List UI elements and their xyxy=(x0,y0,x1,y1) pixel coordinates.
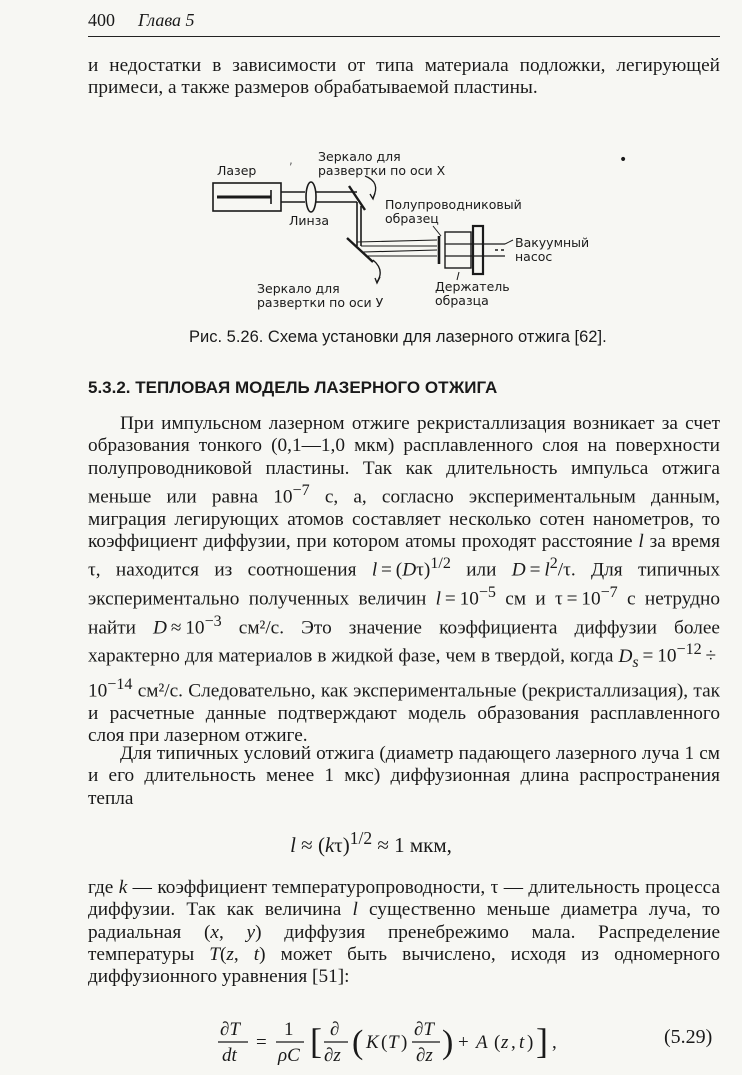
svg-text:): ) xyxy=(442,1024,454,1061)
running-header xyxy=(88,8,720,37)
svg-text:∂: ∂ xyxy=(330,1019,340,1040)
figure-caption: Рис. 5.26. Схема установки для лазерного отжига [62]. xyxy=(189,328,607,346)
svg-text:,: , xyxy=(511,1032,516,1053)
figure-laser-setup xyxy=(205,149,628,340)
svg-text:A: A xyxy=(476,1032,488,1053)
paragraph-2: Для типичных условий отжига (диаметр падающего лазерного луча 1 см и его длительность менее 1 мкс) диффузионная длина распространения тепла xyxy=(88,743,720,809)
svg-text:): ) xyxy=(527,1032,534,1053)
holder xyxy=(445,232,471,268)
label-mirror-y: Зеркало для развертки по оси У xyxy=(257,281,384,310)
equation-5-29 xyxy=(218,1017,658,1075)
intro-text: и недостатки в зависимости от типа материала подложки, легирующей примеси, а также размеров обрабатываемой пластины. xyxy=(88,55,720,99)
svg-text:T: T xyxy=(388,1032,399,1053)
label-sample: Полупроводниковый образец xyxy=(385,197,522,226)
page-number: 400 xyxy=(88,10,115,30)
label-lens: Линза xyxy=(289,213,330,228)
svg-text:dt: dt xyxy=(222,1045,237,1066)
svg-text:∂T: ∂T xyxy=(414,1019,434,1040)
svg-text:∂z: ∂z xyxy=(324,1045,341,1066)
formula-diffusion-length: $l \approx (k\tau)^{1/2} \approx 1$ мкм, xyxy=(290,828,452,857)
section-heading: 5.3.2. ТЕПЛОВАЯ МОДЕЛЬ ЛАЗЕРНОГО ОТЖИГА xyxy=(88,378,498,397)
chapter-title: Глава 5 xyxy=(138,10,195,30)
svg-text:1: 1 xyxy=(284,1019,294,1040)
svg-text:(: ( xyxy=(352,1024,364,1061)
svg-text:•: • xyxy=(619,152,628,168)
svg-text:∂T: ∂T xyxy=(220,1019,240,1040)
svg-text:=: = xyxy=(256,1032,267,1053)
svg-text:K: K xyxy=(366,1032,379,1053)
svg-text:(: ( xyxy=(494,1032,501,1053)
svg-text:]: ] xyxy=(536,1021,548,1061)
svg-text:z: z xyxy=(501,1032,509,1053)
intro-paragraph xyxy=(88,55,720,100)
svg-text:∂z: ∂z xyxy=(416,1045,433,1066)
svg-text:ρC: ρC xyxy=(278,1045,300,1066)
lens-shape xyxy=(306,182,316,212)
svg-text:[: [ xyxy=(310,1021,322,1061)
svg-text:+: + xyxy=(458,1032,469,1053)
equation-number: (5.29) xyxy=(664,1026,713,1048)
svg-text:(: ( xyxy=(381,1032,388,1053)
svg-text:,: , xyxy=(552,1032,557,1053)
label-mirror-x: Зеркало для развертки по оси Х xyxy=(318,149,446,178)
paragraph-1: При импульсном лазерном отжиге рекристаллизация возникает за счет образования тонкого (0,1—1,0 мкм) расплавленного слоя на поверхности полупроводниковой пластины. Так как длительность импульса отжига меньше или равна $10^{-7}$ с, а, согласно экспериментальным данным, миграция легирующих атомов составляет несколько сотен нанометров, то коэффициент диффузии, при котором атомы проходят расстояние l за время τ, находится из соотношения $l = (D\tau)^{1/2}$ или $D = l^2/\tau$. Для типичных экспериментально полученных величин $l = 10^{-5}$ см и $\tau = 10^{-7}$ с нетрудно найти $D \approx 10^{-3}$ см²/с. Это значение коэффициента диффузии более характерно для материалов в жидкой фазе, чем в твердой, когда $D_s = 10^{-12} \div 10^{-14}$ см²/с. Следовательно, как экспериментальные (рекристаллизация), так и расчетные данные подтверждают модель образования расплавленного слоя при лазерном отжиге. xyxy=(88,413,720,746)
svg-text:t: t xyxy=(519,1032,525,1053)
paragraph-3: где k — коэффициент температуропроводности, τ — длительность процесса диффузии. Так как величина l существенно меньше диаметра луча, то радиальная (x, y) диффузия пренебрежимо мала. Распределение температуры T(z, t) может быть вычислено, исходя из одномерного диффузионного уравнения [51]: xyxy=(88,877,721,988)
svg-text:,: , xyxy=(289,153,293,167)
svg-text:): ) xyxy=(401,1032,408,1053)
label-laser: Лазер xyxy=(217,163,257,178)
label-pump: Вакуумный насос xyxy=(515,235,590,264)
label-holder: Держатель образца xyxy=(435,279,510,308)
